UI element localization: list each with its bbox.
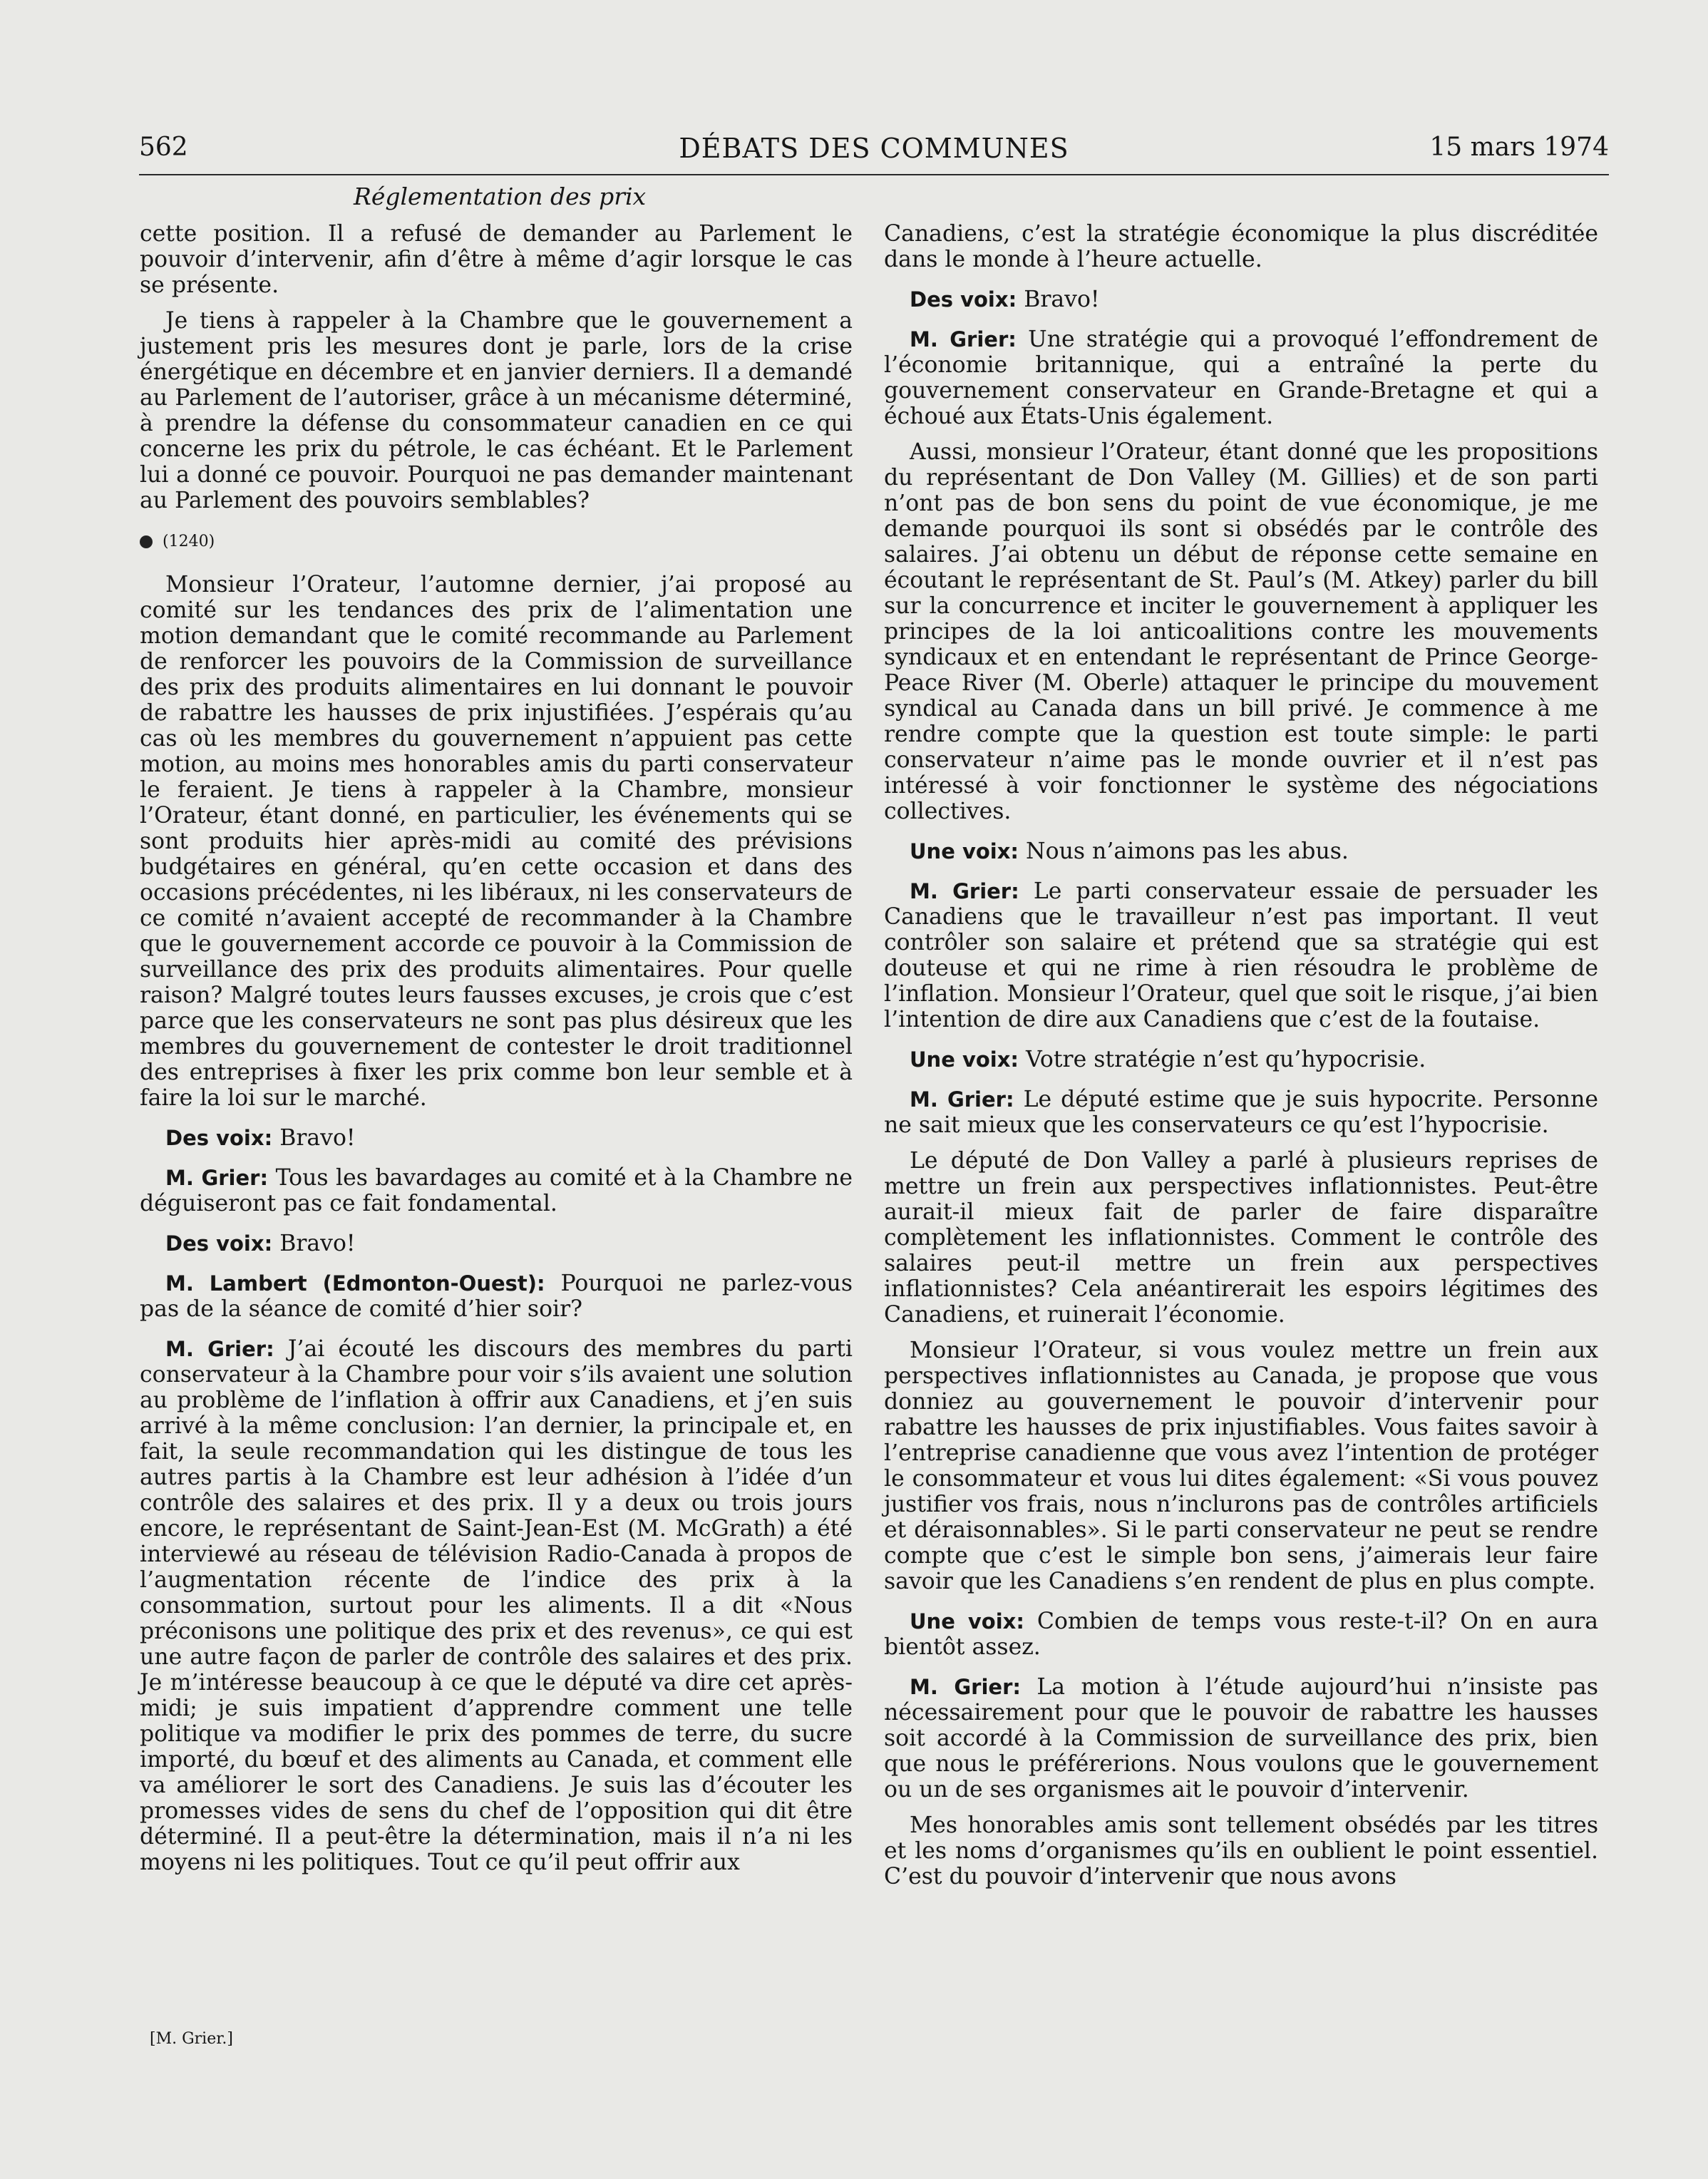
speech — [884, 1674, 1598, 1803]
speech-text: Nous n’aimons pas les abus. — [1026, 839, 1349, 864]
speech — [140, 1231, 853, 1256]
speech — [884, 327, 1598, 429]
speech — [884, 878, 1598, 1032]
speaker-name: Des voix: — [165, 1231, 273, 1256]
time-marker-text: (1240) — [163, 533, 215, 550]
speaker-name: Une voix: — [910, 1609, 1024, 1634]
speech-text: Le député estime que je suis hypocrite. Personne ne sait mieux que les conservateurs ce qu’est l’hypocrisie. — [884, 1087, 1599, 1138]
speech-text: Une stratégie qui a provoqué l’effondrement de l’économie britannique, qui a entraîné la perte du gouvernement conservateur en Grande-Bretagne et qui a échoué aux États-Unis également. — [884, 327, 1599, 429]
speech-text: Combien de temps vous reste-t-il? On en aura bientôt assez. — [884, 1609, 1598, 1660]
speech-text: Bravo! — [1024, 287, 1100, 312]
speaker-name: M. Grier: — [165, 1337, 274, 1361]
speaker-name: Une voix: — [910, 839, 1019, 863]
paragraph: Aussi, monsieur l’Orateur, étant donné que les propositions du représentant de Don Valley (M. Gillies) et de son parti n’ont pas de bon sens du point de vue économique, je me demande pourquoi ils sont si obsédés par le contrôle des salaires. J’ai obtenu un début de réponse cette semaine en écoutant le représentant de St. Paul’s (M. Atkey) parler du bill sur la concurrence et inciter le gouvernement à appliquer les principes de la loi anticoalitions contre les mouvements syndicaux et en entendant le représentant de Prince George-Peace River (M. Oberle) attaquer le principe du mouvement syndical au Canada dans un bill privé. Je commence à me rendre compte que la question est toute simple: le parti conservateur n’aime pas le monde ouvrier et il n’est pas intéressé à voir fonctionner le système des négociations collectives. — [884, 439, 1598, 824]
speech — [884, 839, 1598, 864]
page-number: 562 — [139, 133, 188, 162]
speaker-name: Des voix: — [910, 287, 1017, 312]
speaker-name: M. Grier: — [910, 1675, 1021, 1699]
speaker-name: M. Lambert (Edmonton-Ouest): — [165, 1271, 545, 1296]
page-header — [139, 133, 1609, 175]
bullet-icon — [140, 535, 153, 548]
speaker-name: Des voix: — [165, 1126, 273, 1150]
speech-text: Tous les bavardages au comité et à la Chambre ne déguiseront pas ce fait fondamental. — [140, 1165, 853, 1216]
speaker-name: M. Grier: — [165, 1166, 269, 1190]
paragraph: Je tiens à rappeler à la Chambre que le gouvernement a justement pris les mesures dont je parle, lors de la crise énergétique en décembre et en janvier derniers. Il a demandé au Parlement de l’autoriser, grâce à un mécanisme déterminé, à prendre la défense du consommateur canadien en ce qui concerne les prix du pétrole, le cas échéant. Et le Parlement lui a donné ce pouvoir. Pourquoi ne pas demander maintenant au Parlement des pouvoirs semblables? — [140, 308, 853, 513]
paragraph: Monsieur l’Orateur, l’automne dernier, j’ai proposé au comité sur les tendances des prix de l’alimentation une motion demandant que le comité recommande au Parlement de renforcer les pouvoirs de la Commission de surveillance des prix des produits alimentaires en lui donnant le pouvoir de rabattre les hausses de prix injustifiées. J’espérais qu’au cas où les membres du gouvernement n’appuient pas cette motion, au moins mes honorables amis du parti conservateur le feraient. Je tiens à rappeler à la Chambre, monsieur l’Orateur, étant donné, en particulier, les événements qui se sont produits hier après-midi au comité des prévisions budgétaires en général, qu’en cette occasion et dans des occasions précédentes, ni les libéraux, ni les conservateurs de ce comité n’avaient accepté de recommander à la Chambre que le gouvernement accorde ce pouvoir à la Commission de surveillance des prix des produits alimentaires. Pour quelle raison? Malgré toutes leurs fausses excuses, je crois que c’est parce que les conservateurs ne sont pas plus désireux que les membres du gouvernement de contester le droit traditionnel des entreprises à fixer les prix comme bon leur semble et à faire la loi sur le marché. — [140, 572, 853, 1111]
speaker-name: M. Grier: — [910, 879, 1019, 903]
speech-text: Pourquoi ne parlez-vous pas de la séance de comité d’hier soir? — [140, 1271, 853, 1322]
page-date: 15 mars 1974 — [1429, 133, 1609, 162]
speech — [884, 287, 1598, 312]
speech-text: Bravo! — [279, 1125, 356, 1151]
speech — [884, 1087, 1598, 1138]
time-marker — [140, 529, 853, 555]
paragraph: Canadiens, c’est la stratégie économique la plus discréditée dans le monde à l’heure actuelle. — [884, 221, 1598, 272]
speech-text: La motion à l’étude aujourd’hui n’insiste pas nécessairement pour que le pouvoir de rabattre les hausses soit accordé à la Commission de surveillance des prix, bien que nous le préférerions. Nous voulons que le gouvernement ou un de ses organismes ait le pouvoir d’intervenir. — [884, 1674, 1598, 1803]
speech-text: Le parti conservateur essaie de persuader les Canadiens que le travailleur n’est pas important. Il veut contrôler son salaire et prétend que sa stratégie qui est douteuse et qui ne rime à rien résoudra le problème de l’inflation. Monsieur l’Orateur, quel que soit le risque, j’ai bien l’intention de dire aux Canadiens que c’est de la foutaise. — [884, 878, 1599, 1032]
speaker-name: M. Grier: — [910, 327, 1017, 352]
page-title: DÉBATS DES COMMUNES — [679, 133, 1069, 164]
speaker-name: M. Grier: — [910, 1087, 1014, 1112]
speech-text: Bravo! — [279, 1231, 356, 1256]
speech — [140, 1125, 853, 1151]
speaker-footnote: [M. Grier.] — [150, 2030, 233, 2048]
section-title: Réglementation des prix — [354, 183, 647, 210]
left-column — [140, 221, 853, 1885]
paragraph: Monsieur l’Orateur, si vous voulez mettre un frein aux perspectives inflationnistes au Canada, je propose que vous donniez au gouvernement le pouvoir d’intervenir pour rabattre les hausses de prix injustifiables. Vous faites savoir à l’entreprise canadienne que vous avez l’intention de protéger le consommateur et vous lui dites également: «Si vous pouvez justifier vos frais, nous n’inclurons pas de contrôles artificiels et déraisonnables». Si le parti conservateur ne peut se rendre compte que c’est le simple bon sens, j’aimerais leur faire savoir que les Canadiens s’en rendent de plus en plus compte. — [884, 1338, 1598, 1594]
right-column — [884, 221, 1598, 1899]
speech — [140, 1271, 853, 1322]
paragraph: Mes honorables amis sont tellement obsédés par les titres et les noms d’organismes qu’ils en oublient le point essentiel. C’est du pouvoir d’intervenir que nous avons — [884, 1813, 1598, 1890]
speaker-name: Une voix: — [910, 1047, 1019, 1072]
speech — [884, 1047, 1598, 1072]
speech-text: J’ai écouté les discours des membres du parti conservateur à la Chambre pour voir s’ils avaient une solution au problème de l’inflation à offrir aux Canadiens, et j’en suis arrivé à la même conclusion: l’an dernier, la principale et, en fait, la seule recommandation qui les distingue de tous les autres partis à la Chambre est leur adhésion à l’idée d’un contrôle des salaires et des prix. Il y a deux ou trois jours encore, le représentant de Saint-Jean-Est (M. McGrath) a été interviewé au réseau de télévision Radio-Canada à propos de l’augmentation récente de l’indice des prix à la consommation, surtout pour les aliments. Il a dit «Nous préconisons une politique des prix et des revenus», ce qui est une autre façon de parler de contrôle des salaires et des prix. Je m’intéresse beaucoup à ce que le député va dire cet après-midi; je suis impatient d’apprendre comment une telle politique va modifier le prix des pommes de terre, du sucre importé, du bœuf et des aliments au Canada, et comment elle va améliorer le sort des Canadiens. Je suis las d’écouter les promesses vides de sens du chef de l’opposition qui dit être déterminé. Il a peut-être la détermination, mais il n’a ni les moyens ni les politiques. Tout ce qu’il peut offrir aux — [140, 1336, 853, 1875]
speech — [884, 1609, 1598, 1660]
speech-text: Votre stratégie n’est qu’hypocrisie. — [1026, 1047, 1426, 1072]
speech — [140, 1336, 853, 1875]
paragraph: cette position. Il a refusé de demander au Parlement le pouvoir d’intervenir, afin d’être à même d’agir lorsque le cas se présente. — [140, 221, 853, 298]
paragraph: Le député de Don Valley a parlé à plusieurs reprises de mettre un frein aux perspectives inflationnistes. Peut-être aurait-il mieux fait de parler de faire disparaître complètement les inflationnistes. Comment le contrôle des salaires peut-il mettre un frein aux perspectives inflationnistes? Cela anéantirerait les espoirs légitimes des Canadiens, et ruinerait l’économie. — [884, 1148, 1598, 1328]
speech — [140, 1165, 853, 1216]
